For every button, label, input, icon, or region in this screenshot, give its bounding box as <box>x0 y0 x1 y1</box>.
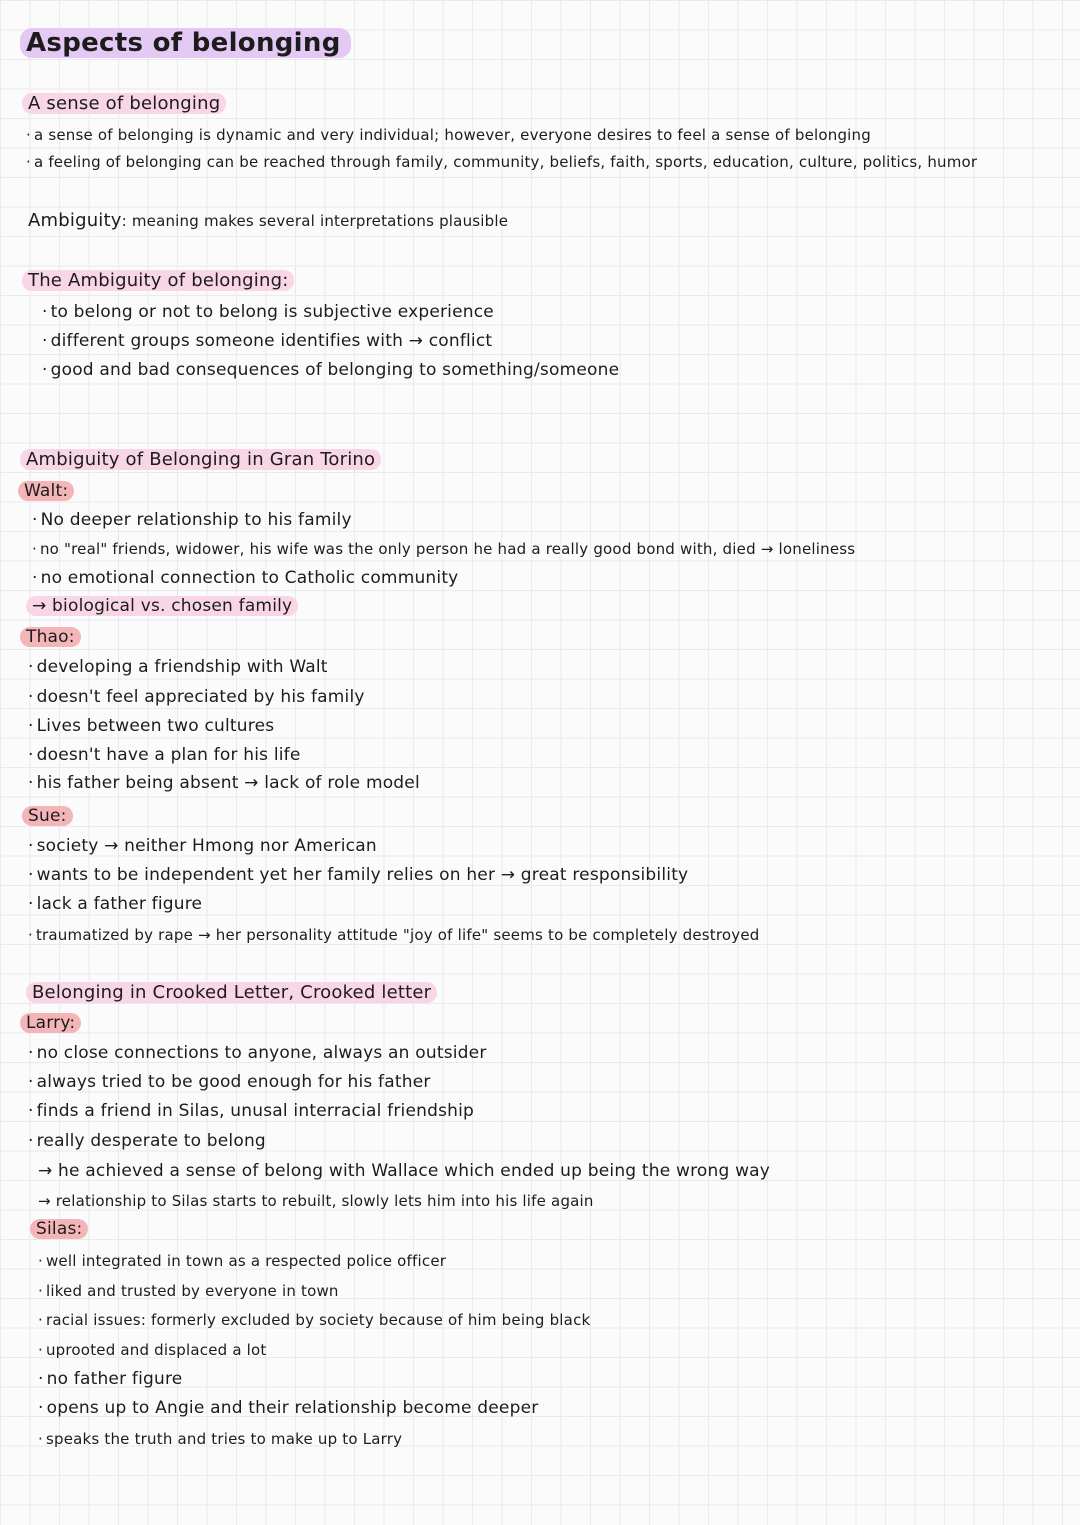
list-item: · Lives between two cultures <box>28 715 274 737</box>
section-heading-sense: A sense of belonging <box>22 93 226 114</box>
list-item: · liked and trusted by everyone in town <box>38 1280 339 1302</box>
list-item: · well integrated in town as a respected police officer <box>38 1250 446 1272</box>
list-item: · no emotional connection to Catholic community <box>32 567 458 589</box>
list-item: · society → neither Hmong nor American <box>28 835 377 857</box>
list-item: · lack a father figure <box>28 893 202 915</box>
list-item: → he achieved a sense of belong with Wallace which ended up being the wrong way <box>38 1161 771 1181</box>
list-item: · speaks the truth and tries to make up to Larry <box>38 1428 402 1450</box>
list-item: · no "real" friends, widower, his wife was the only person he had a really good bond with, died → loneliness <box>32 538 855 560</box>
list-item: · uprooted and displaced a lot <box>38 1339 267 1361</box>
list-item: · really desperate to belong <box>28 1130 266 1152</box>
list-item: · No deeper relationship to his family <box>32 509 352 531</box>
list-item: · different groups someone identifies with → conflict <box>42 330 492 352</box>
list-item: · opens up to Angie and their relationship become deeper <box>38 1397 538 1419</box>
walt-conclusion: → biological vs. chosen family <box>26 596 298 616</box>
list-item: · always tried to be good enough for his father <box>28 1071 431 1093</box>
page-title: Aspects of belonging <box>20 28 351 58</box>
section-heading-gran-torino: Ambiguity of Belonging in Gran Torino <box>20 449 381 470</box>
list-item: · doesn't have a plan for his life <box>28 744 301 766</box>
definition-line <box>28 210 508 232</box>
list-item: · finds a friend in Silas, unusal interracial friendship <box>28 1100 474 1122</box>
list-item: · his father being absent → lack of role model <box>28 772 420 794</box>
list-item: · to belong or not to belong is subjective experience <box>42 301 494 323</box>
character-label-walt: Walt: <box>18 481 74 501</box>
section-heading-ambiguity-of-belonging: The Ambiguity of belonging: <box>22 270 294 291</box>
list-item: · racial issues: formerly excluded by society because of him being black <box>38 1309 590 1331</box>
list-item: · no close connections to anyone, always an outsider <box>28 1042 487 1064</box>
list-item: · wants to be independent yet her family relies on her → great responsibility <box>28 864 688 886</box>
list-item: → relationship to Silas starts to rebuilt, slowly lets him into his life again <box>38 1192 594 1210</box>
list-item: · good and bad consequences of belonging to something/someone <box>42 359 619 381</box>
term-ambiguity: Ambiguity <box>28 210 122 231</box>
list-item: · a feeling of belonging can be reached through family, community, beliefs, faith, sports, education, culture, politics, humor <box>26 151 977 173</box>
list-item: · a sense of belonging is dynamic and very individual; however, everyone desires to feel a sense of belonging <box>26 124 871 146</box>
list-item: · traumatized by rape → her personality attitude "joy of life" seems to be completely destroyed <box>28 924 760 946</box>
section-heading-crooked-letter: Belonging in Crooked Letter, Crooked letter <box>26 982 437 1003</box>
list-item: · no father figure <box>38 1368 182 1390</box>
list-item: · doesn't feel appreciated by his family <box>28 686 365 708</box>
character-label-thao: Thao: <box>20 627 81 647</box>
list-item: · developing a friendship with Walt <box>28 656 328 678</box>
character-label-silas: Silas: <box>30 1219 88 1239</box>
definition-text: : meaning makes several interpretations plausible <box>121 212 509 230</box>
character-label-larry: Larry: <box>20 1013 81 1033</box>
character-label-sue: Sue: <box>22 806 73 826</box>
